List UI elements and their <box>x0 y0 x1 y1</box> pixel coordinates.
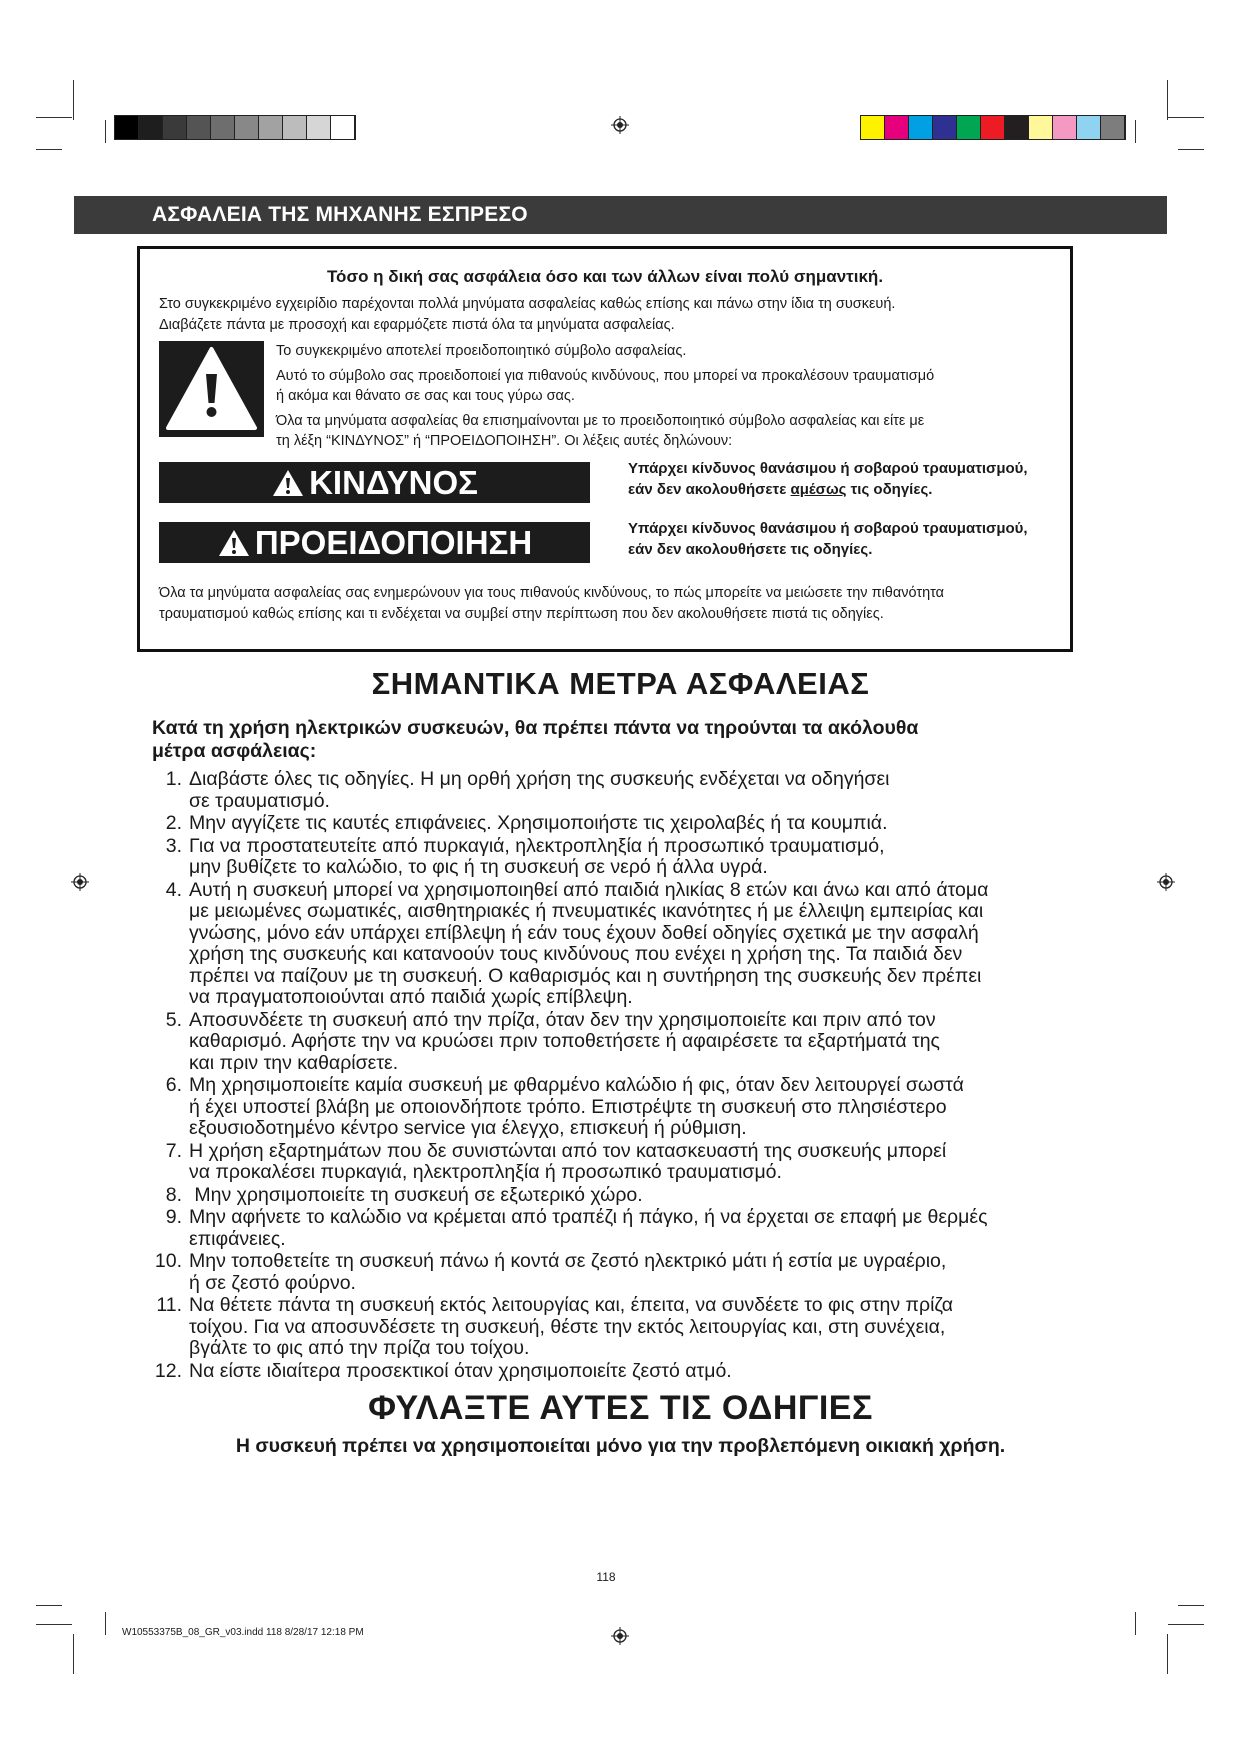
warning-description-line: Υπάρχει κίνδυνος θανάσιμου ή σοβαρού τραυματισμού, <box>628 520 1028 537</box>
item-text-line: μην βυθίζετε το καλώδιο, το φις ή τη συσκευή σε νερό ή άλλα υγρά. <box>189 856 768 878</box>
item-text-line: καθαρισμό. Αφήστε την να κρυώσει πριν τοποθετήσετε ή αφαιρέσετε τα εξαρτήματά της <box>189 1030 940 1052</box>
crop-mark <box>36 1624 72 1625</box>
crop-mark <box>36 149 62 150</box>
warning-description-line: εάν δεν ακολουθήσετε τις οδηγίες. <box>628 541 873 558</box>
item-number: 11. <box>156 1294 182 1316</box>
item-text-line: επιφάνειες. <box>189 1227 286 1250</box>
item-number: 1. <box>165 768 182 790</box>
safeguards-list <box>150 769 1080 1383</box>
item-number: 9. <box>165 1206 182 1228</box>
gray-swatch <box>139 116 163 139</box>
safeguard-item <box>150 1075 1080 1140</box>
gray-swatch <box>211 116 235 139</box>
crop-mark <box>1167 80 1168 120</box>
registration-mark-icon <box>1157 873 1175 891</box>
item-text-line: Για να προστατευτείτε από πυρκαγιά, ηλεκτροπληξία ή προσωπικό τραυματισμό, <box>189 834 885 857</box>
item-number: 10. <box>154 1250 182 1272</box>
emphasis-immediately: αμέσως <box>790 481 847 498</box>
gray-swatch <box>259 116 283 139</box>
crop-mark <box>36 1605 62 1606</box>
color-swatch <box>933 116 957 139</box>
registration-mark-icon <box>611 1627 629 1645</box>
symbol-text-line: Αυτό το σύμβολο σας προειδοποιεί για πιθανούς κινδύνους, που μπορεί να προκαλέσουν τραυματισμό <box>276 368 935 384</box>
danger-signal-label <box>159 462 590 503</box>
item-number: 3. <box>165 834 182 857</box>
safeguard-item <box>150 880 1080 1009</box>
safety-box-heading: Τόσο η δική σας ασφάλεια όσο και των άλλων είναι πολύ σημαντική. <box>326 267 884 286</box>
color-swatch <box>1101 116 1125 139</box>
symbol-text-line: Το συγκεκριμένο αποτελεί προειδοποιητικό σύμβολο ασφαλείας. <box>276 343 687 359</box>
safeguard-item <box>150 1251 1080 1294</box>
safety-intro-line: Διαβάζετε πάντα με προσοχή και εφαρμόζετε πιστά όλα τα μηνύματα ασφαλείας. <box>159 317 675 333</box>
item-text-line: Να θέτετε πάντα τη συσκευή εκτός λειτουργίας και, έπειτα, να συνδέετε το φις στην πρίζα <box>189 1294 953 1316</box>
item-text-line: με μειωμένες σωματικές, αισθητηριακές ή πνευματικές ικανότητες ή με έλλειψη εμπειρίας και <box>189 900 984 922</box>
item-text-line: Μην αφήνετε το καλώδιο να κρέμεται από τραπέζι ή πάγκο, ή να έρχεται σε επαφή με θερμές <box>189 1206 988 1228</box>
crop-mark <box>1167 1634 1168 1674</box>
item-text-line: Αποσυνδέετε τη συσκευή από την πρίζα, όταν δεν την χρησιμοποιείτε και πριν από τον <box>189 1008 936 1031</box>
crop-mark <box>105 120 106 143</box>
warning-label-text: ΠΡΟΕΙΔΟΠΟΙΗΣΗ <box>254 523 533 561</box>
safeguard-item <box>150 769 1080 812</box>
gray-swatch <box>187 116 211 139</box>
item-text-line: Διαβάστε όλες τις οδηγίες. Η μη ορθή χρήση της συσκευής ενδέχεται να οδηγήσει <box>189 768 890 790</box>
item-number: 4. <box>165 878 182 901</box>
danger-label-text: ΚΙΝΔΥΝΟΣ <box>309 463 478 501</box>
gray-swatch <box>235 116 259 139</box>
crop-mark <box>1168 1624 1204 1625</box>
crop-mark <box>1178 1605 1204 1606</box>
color-swatch <box>981 116 1005 139</box>
safeguard-item <box>150 1185 1080 1207</box>
color-swatch <box>909 116 933 139</box>
item-text-line: εξουσιοδοτημένο κέντρο service για έλεγχο, επισκευή ή ρύθμιση. <box>189 1117 747 1139</box>
section-header-band <box>74 196 1167 234</box>
color-swatch <box>1029 116 1053 139</box>
item-text-line: Αυτή η συσκευή μπορεί να χρησιμοποιηθεί από παιδιά ηλικίας 8 ετών και άνω και από άτομα <box>189 878 989 901</box>
safeguards-intro: Κατά τη χρήση ηλεκτρικών συσκευών, θα πρέπει πάντα να τηρούνται τα ακόλουθα μέτρα ασφάλειας: <box>152 717 919 762</box>
item-text-line: πρέπει να παίζουν με τη συσκευή. Ο καθαρισμός και η συντήρηση της συσκευής δεν πρέπει <box>189 964 982 987</box>
print-file-info: W10553375B_08_GR_v03.indd 118 8/28/17 12:18 PM <box>122 1627 364 1638</box>
crop-mark <box>73 1634 74 1674</box>
warning-signal-label <box>159 522 590 563</box>
process-color-bar <box>860 115 1126 140</box>
item-text-line: Μη χρησιμοποιείτε καμία συσκευή με φθαρμένο καλώδιο ή φις, όταν δεν λειτουργεί σωστά <box>189 1074 964 1096</box>
symbol-text-line: τη λέξη “ΚΙΝΔΥΝΟΣ” ή “ΠΡΟΕΙΔΟΠΟΙΗΣΗ”. Οι λέξεις αυτές δηλώνουν: <box>276 433 733 449</box>
item-text-line: σε τραυματισμό. <box>189 789 330 812</box>
crop-mark <box>1168 117 1204 118</box>
crop-mark <box>36 117 72 118</box>
color-swatch <box>861 116 885 139</box>
safeguard-item <box>150 1010 1080 1075</box>
item-number: 6. <box>165 1074 182 1096</box>
safeguard-item <box>150 1141 1080 1184</box>
item-text-line: να προκαλέσει πυρκαγιά, ηλεκτροπληξία ή προσωπικό τραυματισμό. <box>189 1161 782 1183</box>
registration-mark-icon <box>71 873 89 891</box>
gray-swatch <box>331 116 355 139</box>
item-text-line: Μην αγγίζετε τις καυτές επιφάνειες. Χρησιμοποιήστε τις χειρολαβές ή τα κουμπιά. <box>189 812 888 834</box>
important-safeguards-title: ΣΗΜΑΝΤΙΚΑ ΜΕΤΡΑ ΑΣΦΑΛΕΙΑΣ <box>371 666 870 701</box>
item-text-line: χρήση της συσκευής και κατανοούν τους κινδύνους που ενέχει η χρήση της. Τα παιδιά δεν <box>189 943 963 965</box>
symbol-text-line: Όλα τα μηνύματα ασφαλείας θα επισημαίνονται με το προειδοποιητικό σύμβολο ασφαλείας και είτε με <box>276 413 925 429</box>
item-number: 12. <box>154 1359 182 1382</box>
crop-mark <box>1178 149 1204 150</box>
item-text-line: Η χρήση εξαρτημάτων που δε συνιστώνται από τον κατασκευαστή της συσκευής μπορεί <box>189 1139 947 1162</box>
crop-mark <box>73 80 74 120</box>
safeguard-item <box>150 1295 1080 1360</box>
grayscale-color-bar <box>114 115 356 140</box>
closing-text-line: Όλα τα μηνύματα ασφαλείας σας ενημερώνουν για τους πιθανούς κινδύνους, το πώς μπορείτε να μειώσετε την πιθανότητα <box>159 585 945 601</box>
item-number: 8. <box>165 1183 182 1206</box>
warning-alert-icon <box>217 528 251 558</box>
item-text-line: να πραγματοποιούνται από παιδιά χωρίς επίβλεψη. <box>189 986 633 1008</box>
item-text-line: και πριν την καθαρίσετε. <box>189 1051 399 1074</box>
closing-text-line: τραυματισμού καθώς επίσης και τι ενδέχεται να συμβεί στην περίπτωση που δεν ακολουθήσετε πιστά τις οδηγίες. <box>159 606 884 622</box>
crop-mark <box>1135 1612 1136 1635</box>
item-text-line: Μην τοποθετείτε τη συσκευή πάνω ή κοντά σε ζεστό ηλεκτρικό μάτι ή εστία με υγραέριο, <box>189 1250 947 1272</box>
safety-alert-symbol-icon <box>159 341 264 437</box>
color-swatch <box>885 116 909 139</box>
section-title: ΑΣΦΑΛΕΙΑ ΤΗΣ ΜΗΧΑΝΗΣ ΕΣΠΡΕΣΟ <box>152 203 528 226</box>
item-text-line: γνώσης, μόνο εάν υπάρχει επίβλεψη ή εάν τους έχουν δοθεί οδηγίες σχετικά με την ασφαλή <box>189 921 979 944</box>
gray-swatch <box>283 116 307 139</box>
safeguard-item <box>150 813 1080 835</box>
danger-description-line: Υπάρχει κίνδυνος θανάσιμου ή σοβαρού τραυματισμού, <box>628 460 1028 477</box>
safeguard-item <box>150 1361 1080 1383</box>
save-instructions-title: ΦΥΛΑΞΤΕ ΑΥΤΕΣ ΤΙΣ ΟΔΗΓΙΕΣ <box>368 1389 873 1427</box>
color-swatch <box>1077 116 1101 139</box>
item-text-line: βγάλτε το φις από την πρίζα του τοίχου. <box>189 1337 530 1359</box>
color-swatch <box>957 116 981 139</box>
safeguard-item <box>150 1207 1080 1250</box>
gray-swatch <box>163 116 187 139</box>
item-text-line: τοίχου. Για να αποσυνδέσετε τη συσκευή, θέστε την εκτός λειτουργίας και, στη συνέχεια, <box>189 1315 946 1338</box>
gray-swatch <box>307 116 331 139</box>
color-swatch <box>1053 116 1077 139</box>
item-text-line: Μην χρησιμοποιείτε τη συσκευή σε εξωτερικό χώρο. <box>189 1183 643 1206</box>
danger-description-line-2: εάν δεν ακολουθήσετε αμέσως τις οδηγίες. <box>628 481 933 498</box>
gray-swatch <box>115 116 139 139</box>
item-number: 2. <box>165 812 182 834</box>
page-number: 118 <box>596 1570 616 1584</box>
safety-info-box <box>137 246 1073 652</box>
item-number: 7. <box>165 1139 182 1162</box>
crop-mark <box>1135 120 1136 143</box>
safety-intro-line: Στο συγκεκριμένο εγχειρίδιο παρέχονται πολλά μηνύματα ασφαλείας καθώς επίσης και πάνω στην ίδια τη συσκευή. <box>159 296 896 312</box>
registration-mark-icon <box>611 116 629 134</box>
item-number: 5. <box>165 1008 182 1031</box>
crop-mark <box>105 1612 106 1635</box>
household-use-note: Η συσκευή πρέπει να χρησιμοποιείται μόνο για την προβλεπόμενη οικιακή χρήση. <box>235 1435 1006 1457</box>
item-text-line: ή σε ζεστό φούρνο. <box>189 1271 356 1294</box>
safeguard-item <box>150 836 1080 879</box>
item-text-line: Να είστε ιδιαίτερα προσεκτικοί όταν χρησιμοποιείτε ζεστό ατμό. <box>189 1359 732 1382</box>
item-text-line: ή έχει υποστεί βλάβη με οποιονδήποτε τρόπο. Επιστρέψτε τη συσκευή στο πλησιέστερο <box>189 1095 947 1118</box>
danger-alert-icon <box>271 468 305 498</box>
symbol-text-line: ή ακόμα και θάνατο σε σας και τους γύρω σας. <box>276 388 575 404</box>
color-swatch <box>1005 116 1029 139</box>
